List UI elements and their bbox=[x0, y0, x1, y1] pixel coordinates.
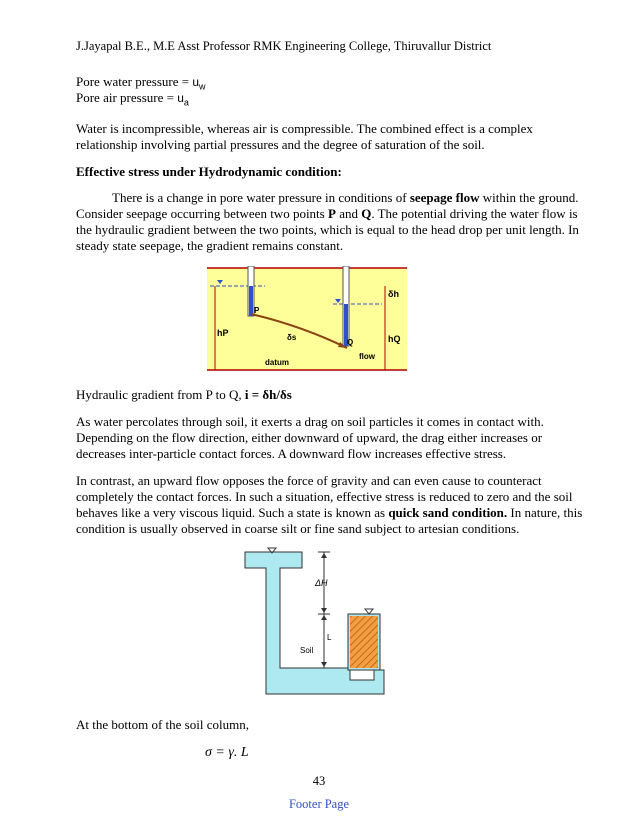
pore-water-symbol: u bbox=[192, 75, 200, 89]
pore-air-symbol: u bbox=[177, 91, 184, 105]
seepage-text: and bbox=[335, 206, 362, 221]
drag-line-2: Depending on the flow direction, either downward of upward, the drag either increases or bbox=[76, 430, 543, 445]
quicksand-apparatus-diagram bbox=[244, 546, 400, 702]
seepage-line-3: the hydraulic gradient between the two points, which is equal to the head drop per unit length. In bbox=[76, 222, 579, 237]
fig1-ds-label: δs bbox=[287, 333, 297, 342]
seepage-text: . The potential driving the water flow is bbox=[371, 206, 578, 221]
fig1-flow-label: flow bbox=[359, 352, 375, 361]
section-heading: Effective stress under Hydrodynamic condition: bbox=[76, 164, 342, 179]
bottom-formula: σ = γ. L bbox=[205, 745, 249, 760]
seepage-text: There is a change in pore water pressure in conditions of bbox=[112, 190, 410, 205]
arrow bbox=[321, 608, 327, 613]
pore-water-label: Pore water pressure = bbox=[76, 74, 193, 89]
fig1-p-label: P bbox=[254, 306, 260, 315]
gradient-line bbox=[76, 387, 292, 403]
seepage-line-2 bbox=[76, 206, 578, 222]
fig2-dh-label: ΔH bbox=[315, 578, 328, 588]
gradient-text: Hydraulic gradient from P to Q, bbox=[76, 387, 245, 402]
seepage-line-4: steady state seepage, the gradient remains constant. bbox=[76, 238, 344, 253]
arrow bbox=[321, 662, 327, 667]
soil-water-level-marker bbox=[365, 609, 373, 614]
seepage-text: Consider seepage occurring between two points bbox=[76, 206, 328, 221]
point-p-term: P bbox=[327, 206, 336, 221]
page-header: J.Jayapal B.E., M.E Asst Professor RMK Engineering College, Thiruvallur District bbox=[76, 39, 492, 53]
seepage-flow-term: seepage flow bbox=[409, 190, 480, 205]
pore-air-label: Pore air pressure = bbox=[76, 90, 178, 105]
pore-water-subscript: w bbox=[199, 81, 206, 92]
page-footer: Footer Page bbox=[288, 797, 350, 811]
seepage-line-1 bbox=[112, 190, 578, 206]
compress-line-2: relationship involving partial pressures and the degree of saturation of the soil. bbox=[76, 137, 485, 152]
pore-air-subscript: a bbox=[183, 97, 189, 108]
seepage-text: within the ground. bbox=[479, 190, 579, 205]
quick-line-1: In contrast, an upward flow opposes the force of gravity and can even cause to counteract bbox=[76, 473, 542, 488]
point-q-term: Q bbox=[361, 206, 372, 221]
page-number: 43 bbox=[312, 774, 326, 788]
soil-sample bbox=[350, 616, 378, 668]
fig2-soil-label: Soil bbox=[300, 646, 314, 655]
fig1-dh-label: δh bbox=[388, 289, 399, 299]
standpipe-p-water bbox=[249, 286, 253, 316]
drag-line-3: decreases inter-particle contact forces. A downward flow increases effective stress. bbox=[76, 446, 507, 461]
quick-text: In nature, this bbox=[507, 505, 583, 520]
arrow bbox=[321, 553, 327, 558]
fig1-hp-label: hP bbox=[217, 328, 229, 338]
compress-line-1: Water is incompressible, whereas air is compressible. The combined effect is a complex bbox=[76, 121, 533, 136]
soil-region bbox=[207, 268, 407, 370]
quick-line-3 bbox=[76, 505, 582, 521]
pore-air-pressure bbox=[76, 90, 189, 110]
quick-sand-term: quick sand condition. bbox=[388, 505, 508, 520]
arrow bbox=[321, 615, 327, 620]
seepage-diagram bbox=[207, 266, 407, 372]
fig1-datum-label: datum bbox=[265, 358, 289, 367]
quick-text: behaves like a very viscous liquid. Such a state is known as bbox=[76, 505, 389, 520]
gradient-formula: i = δh/δs bbox=[244, 387, 292, 402]
quick-line-2: completely the contact forces. In such a situation, effective stress is reduced to zero and the soil bbox=[76, 489, 573, 504]
bottom-text: At the bottom of the soil column, bbox=[76, 717, 249, 732]
fig1-q-label: Q bbox=[347, 338, 354, 347]
quick-line-4: condition is usually observed in coarse silt or fine sand subject to artesian conditions. bbox=[76, 521, 520, 536]
drag-line-1: As water percolates through soil, it exerts a drag on soil particles it comes in contact with. bbox=[76, 414, 544, 429]
fig2-l-label: L bbox=[327, 633, 332, 642]
fig1-hq-label: hQ bbox=[388, 334, 401, 344]
